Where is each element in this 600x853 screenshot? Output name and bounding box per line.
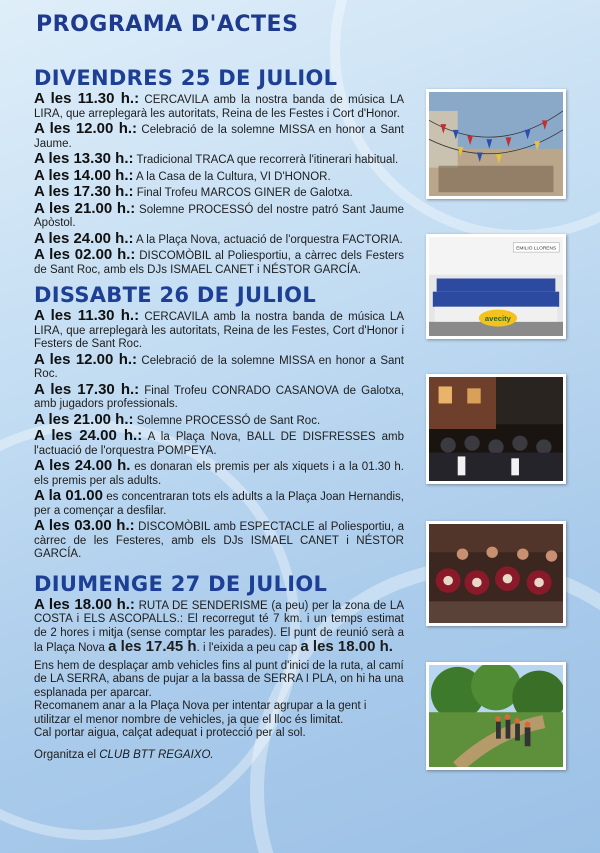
day-heading: DIVENDRES 25 DE JULIOL [34, 66, 338, 90]
photo-hiking-trail [426, 662, 566, 770]
page-title: PROGRAMA D'ACTES [36, 12, 299, 37]
photo-flags-procession [426, 89, 566, 199]
organizer-prefix: Organitza el [34, 748, 100, 761]
event-text: . i l'eixida a peu cap [196, 642, 301, 654]
day-sunday [34, 572, 404, 761]
event-text: A la Plaça Nova, BALL DE DISFRESSES amb l'actuació de l'orquestra POMPEYA. [34, 431, 404, 457]
event-text: CERCAVILA amb la nostra banda de música LA LIRA, que arreplegarà les autoritats, Reina de les Festes i Cort d'Honor. [34, 94, 404, 120]
logo-text: avecity [484, 313, 511, 323]
day-friday [34, 66, 404, 277]
program-content [34, 66, 404, 761]
event-item [34, 199, 404, 231]
banner-text: EMILIO LLORENS [516, 246, 557, 252]
event-time: A les 18.00 h.: [34, 595, 135, 613]
event-item [34, 122, 404, 151]
event-text: Celebració de la solemne MISSA en honor a Sant Roc. [34, 354, 404, 380]
organizer-club: CLUB BTT REGAIXO. [99, 748, 214, 761]
event-time: A les 17.30 h.: [34, 380, 140, 398]
event-time: A les 11.30 h.: [34, 307, 140, 324]
event-time: A les 21.00 h.: [34, 410, 134, 428]
event-time: A la 01.00 [34, 487, 103, 504]
event-time: A les 02.00 h.: [34, 246, 136, 263]
event-text: A la Casa de la Cultura, VI D'HONOR. [133, 170, 331, 183]
event-time: A les 17.30 h.: [34, 183, 134, 200]
photo-band-group [426, 234, 566, 339]
event-item [34, 410, 404, 429]
event-item [34, 309, 404, 352]
event-text: es donaran els premis per als xiquets i a la 01.30 h. els premis per als adults. [34, 461, 404, 487]
event-time: A les 24.00 h.: [34, 229, 134, 247]
photo-night-procession [426, 374, 566, 484]
event-text: A la Plaça Nova, actuació de l'orquestra FACTORIA. [133, 233, 403, 246]
departure-time: a les 18.00 h. [300, 638, 393, 655]
day-heading: DIUMENGE 27 DE JULIOL [34, 571, 328, 596]
event-text: RUTA DE SENDERISME (a peu) per la zona de LA COSTA i ELS ASCOPALLS.: El recorregut té 7 km. i un temps estimat de 2 hores i mitja (sense comptar les parades). El punt de reunió serà a la Plaça Nova [34, 599, 404, 654]
event-item [34, 459, 404, 488]
event-time: A les 12.00 h.: [34, 350, 138, 368]
event-time: A les 11.30 h.: [34, 90, 140, 107]
event-text: Solemne PROCESSÓ de Sant Roc. [133, 414, 321, 427]
organizer-line [34, 749, 404, 761]
event-item [34, 248, 404, 277]
event-time: A les 13.30 h.: [34, 150, 134, 167]
event-time: A les 21.00 h.: [34, 199, 136, 217]
note-text: Ens hem de desplaçar amb vehicles fins al punt d'inici de la ruta, al camí de LA SERRA, abans de pujar a la bassa de SERRA I PLA, on hi ha una esplanada per aparcar. [34, 659, 404, 699]
event-time: A les 24.00 h.: [34, 427, 143, 444]
meeting-time: a les 17.45 h [108, 638, 197, 655]
note-text: Recomanem anar a la Plaça Nova per intentar agrupar a la gent i utilitzar el menor nombre de vehicles, ja que el lloc és limitat. [34, 700, 367, 726]
event-time: A les 14.00 h.: [34, 166, 134, 184]
event-time: A les 03.00 h.: [34, 517, 135, 534]
event-text: es concentraran tots els adults a la Plaça Joan Hernandis, per a començar a desfilar. [34, 491, 404, 517]
event-time: A les 24.00 h. [34, 457, 131, 474]
event-item [34, 166, 404, 185]
event-text: Solemne PROCESSÓ del nostre patró Sant Jaume Apòstol. [34, 203, 404, 229]
event-item [34, 350, 404, 382]
day-saturday [34, 283, 404, 562]
event-item [34, 429, 404, 458]
event-item [34, 185, 404, 201]
event-item [34, 489, 404, 518]
event-text: Final Trofeu CONRADO CASANOVA de Galotxa, amb jugadors professionals. [34, 384, 404, 410]
event-text: DISCOMÒBIL amb ESPECTACLE al Poliesportiu, a càrrec de les Festeres, amb els DJs ISMAEL CANET i NÉSTOR GARCÍA. [34, 521, 404, 560]
day-heading: DISSABTE 26 DE JULIOL [34, 283, 317, 307]
event-item [34, 519, 404, 562]
event-text: Celebració de la solemne MISSA en honor a Sant Jaume. [34, 124, 404, 150]
hike-notes [34, 660, 404, 741]
event-item [34, 380, 404, 412]
event-text: CERCAVILA amb la nostra banda de música LA LIRA, que arreplegarà les autoritats, Reina de les Festes, Cort d'Honor i Festers de Sant Roc. [34, 311, 404, 350]
event-item [34, 152, 404, 168]
event-item [34, 229, 404, 248]
event-item [34, 595, 404, 656]
event-time: A les 12.00 h.: [34, 120, 138, 137]
photo-costume-parade [426, 521, 566, 626]
note-text: Cal portar aigua, calçat adequat i protecció per al sol. [34, 727, 306, 739]
event-item [34, 92, 404, 121]
event-text: DISCOMÒBIL al Poliesportiu, a càrrec dels Festers de Sant Roc, amb els DJs ISMAEL CANET i NÉSTOR GARCÍA. [34, 250, 404, 276]
event-text: Tradicional TRACA que recorrerà l'itinerari habitual. [133, 154, 399, 166]
event-text: Final Trofeu MARCOS GINER de Galotxa. [133, 187, 353, 199]
